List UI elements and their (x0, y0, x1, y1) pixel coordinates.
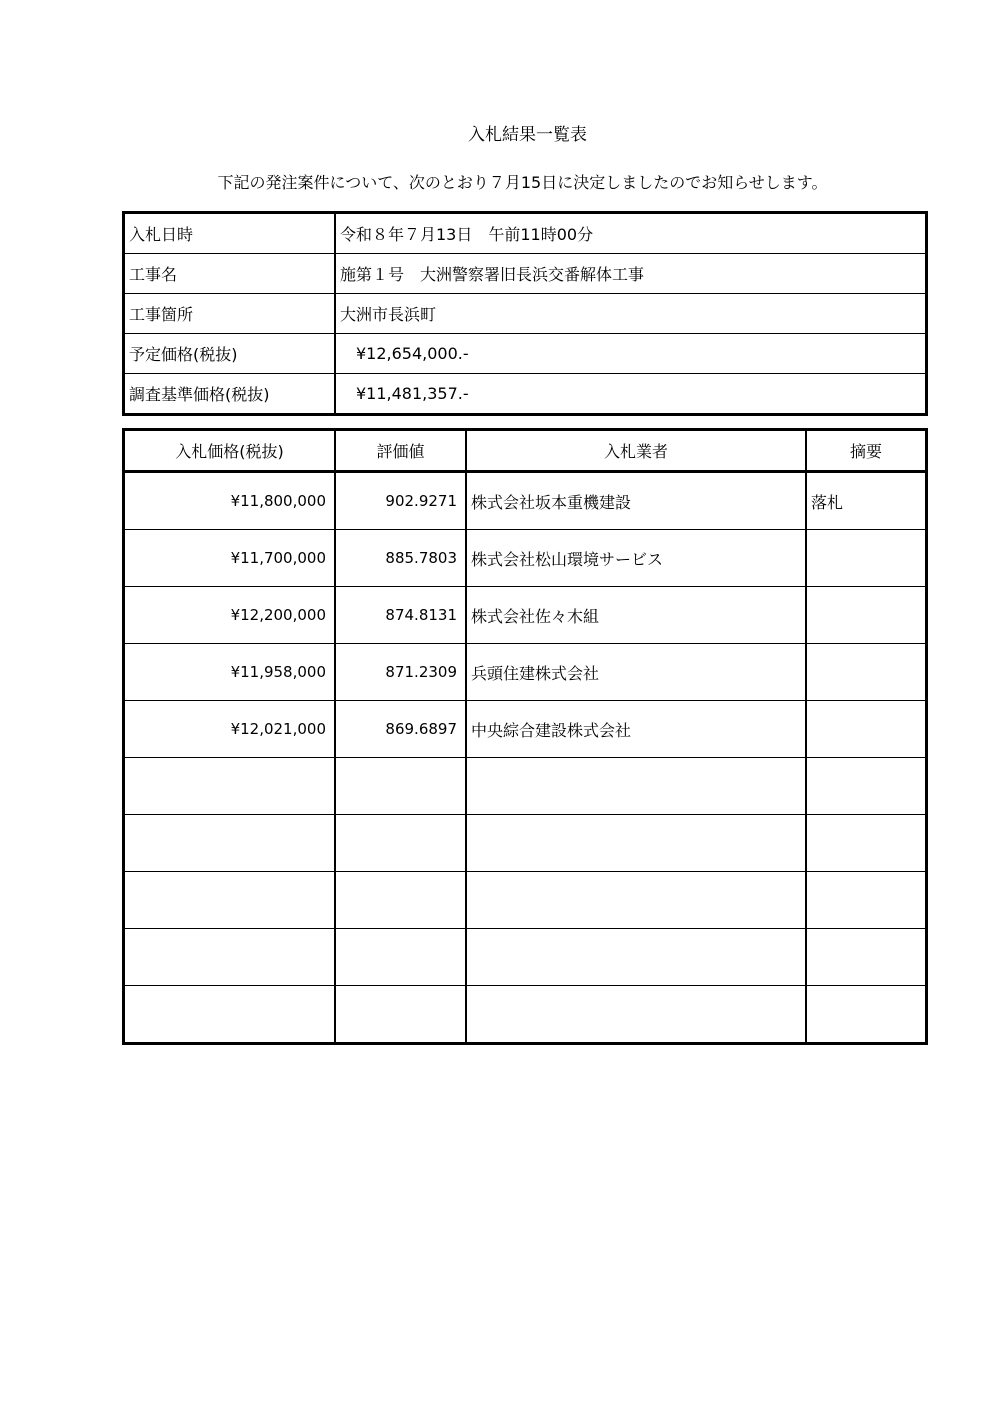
page-title: 入札結果一覧表 (468, 125, 587, 145)
header-note: 摘要 (806, 430, 927, 472)
header-bid-price: 入札価格(税抜) (124, 430, 336, 472)
bid-note (806, 701, 927, 758)
bidder-name: 株式会社松山環境サービス (466, 530, 806, 587)
bid-score: 885.7803 (335, 530, 466, 587)
bid-note (806, 530, 927, 587)
table-row (124, 472, 927, 530)
bid-results-header-row (124, 430, 927, 472)
info-label: 調査基準価格(税抜) (124, 374, 336, 415)
bid-score: 869.6897 (335, 701, 466, 758)
bid-price: ¥12,021,000 (124, 701, 336, 758)
bid-note (806, 587, 927, 644)
table-row (124, 929, 927, 986)
info-label: 入札日時 (124, 213, 336, 254)
bid-price (124, 758, 336, 815)
table-row (124, 815, 927, 872)
info-label: 予定価格(税抜) (124, 334, 336, 374)
bid-price (124, 986, 336, 1044)
info-value: ¥12,654,000.- (335, 334, 927, 374)
info-value: 大洲市長浜町 (335, 294, 927, 334)
bid-price (124, 872, 336, 929)
info-label: 工事名 (124, 254, 336, 294)
bidder-name: 兵頭住建株式会社 (466, 644, 806, 701)
bid-note (806, 815, 927, 872)
bid-price: ¥11,800,000 (124, 472, 336, 530)
info-label: 工事箇所 (124, 294, 336, 334)
bidder-name: 中央綜合建設株式会社 (466, 701, 806, 758)
notice-text: 下記の発注案件について、次のとおり７月15日に決定しましたのでお知らせします。 (217, 173, 828, 192)
bid-score (335, 929, 466, 986)
bid-score (335, 986, 466, 1044)
bid-price: ¥11,958,000 (124, 644, 336, 701)
bid-note (806, 644, 927, 701)
table-row (124, 986, 927, 1044)
bid-score: 874.8131 (335, 587, 466, 644)
bidder-name (466, 929, 806, 986)
bid-info-table (122, 211, 928, 416)
bid-note: 落札 (806, 472, 927, 530)
header-score: 評価値 (335, 430, 466, 472)
info-value: 令和８年７月13日 午前11時00分 (335, 213, 927, 254)
bid-note (806, 986, 927, 1044)
bid-note (806, 929, 927, 986)
bidder-name (466, 815, 806, 872)
header-bidder: 入札業者 (466, 430, 806, 472)
bidder-name (466, 758, 806, 815)
bid-results-table (122, 428, 928, 1045)
table-row (124, 701, 927, 758)
bid-score (335, 758, 466, 815)
table-row (124, 758, 927, 815)
bid-score (335, 815, 466, 872)
bid-score (335, 872, 466, 929)
info-value: 施第１号 大洲警察署旧長浜交番解体工事 (335, 254, 927, 294)
bid-price: ¥12,200,000 (124, 587, 336, 644)
table-row (124, 587, 927, 644)
bidder-name: 株式会社坂本重機建設 (466, 472, 806, 530)
bid-note (806, 872, 927, 929)
bid-score: 902.9271 (335, 472, 466, 530)
info-value: ¥11,481,357.- (335, 374, 927, 415)
bidder-name (466, 872, 806, 929)
table-row (124, 644, 927, 701)
info-row-date (124, 213, 927, 254)
bid-price (124, 929, 336, 986)
info-row-survey-price (124, 374, 927, 415)
bidder-name: 株式会社佐々木組 (466, 587, 806, 644)
info-row-project-name (124, 254, 927, 294)
bid-price: ¥11,700,000 (124, 530, 336, 587)
table-row (124, 530, 927, 587)
bid-score: 871.2309 (335, 644, 466, 701)
table-row (124, 872, 927, 929)
bidder-name (466, 986, 806, 1044)
info-row-planned-price (124, 334, 927, 374)
bid-note (806, 758, 927, 815)
info-row-location (124, 294, 927, 334)
bid-price (124, 815, 336, 872)
